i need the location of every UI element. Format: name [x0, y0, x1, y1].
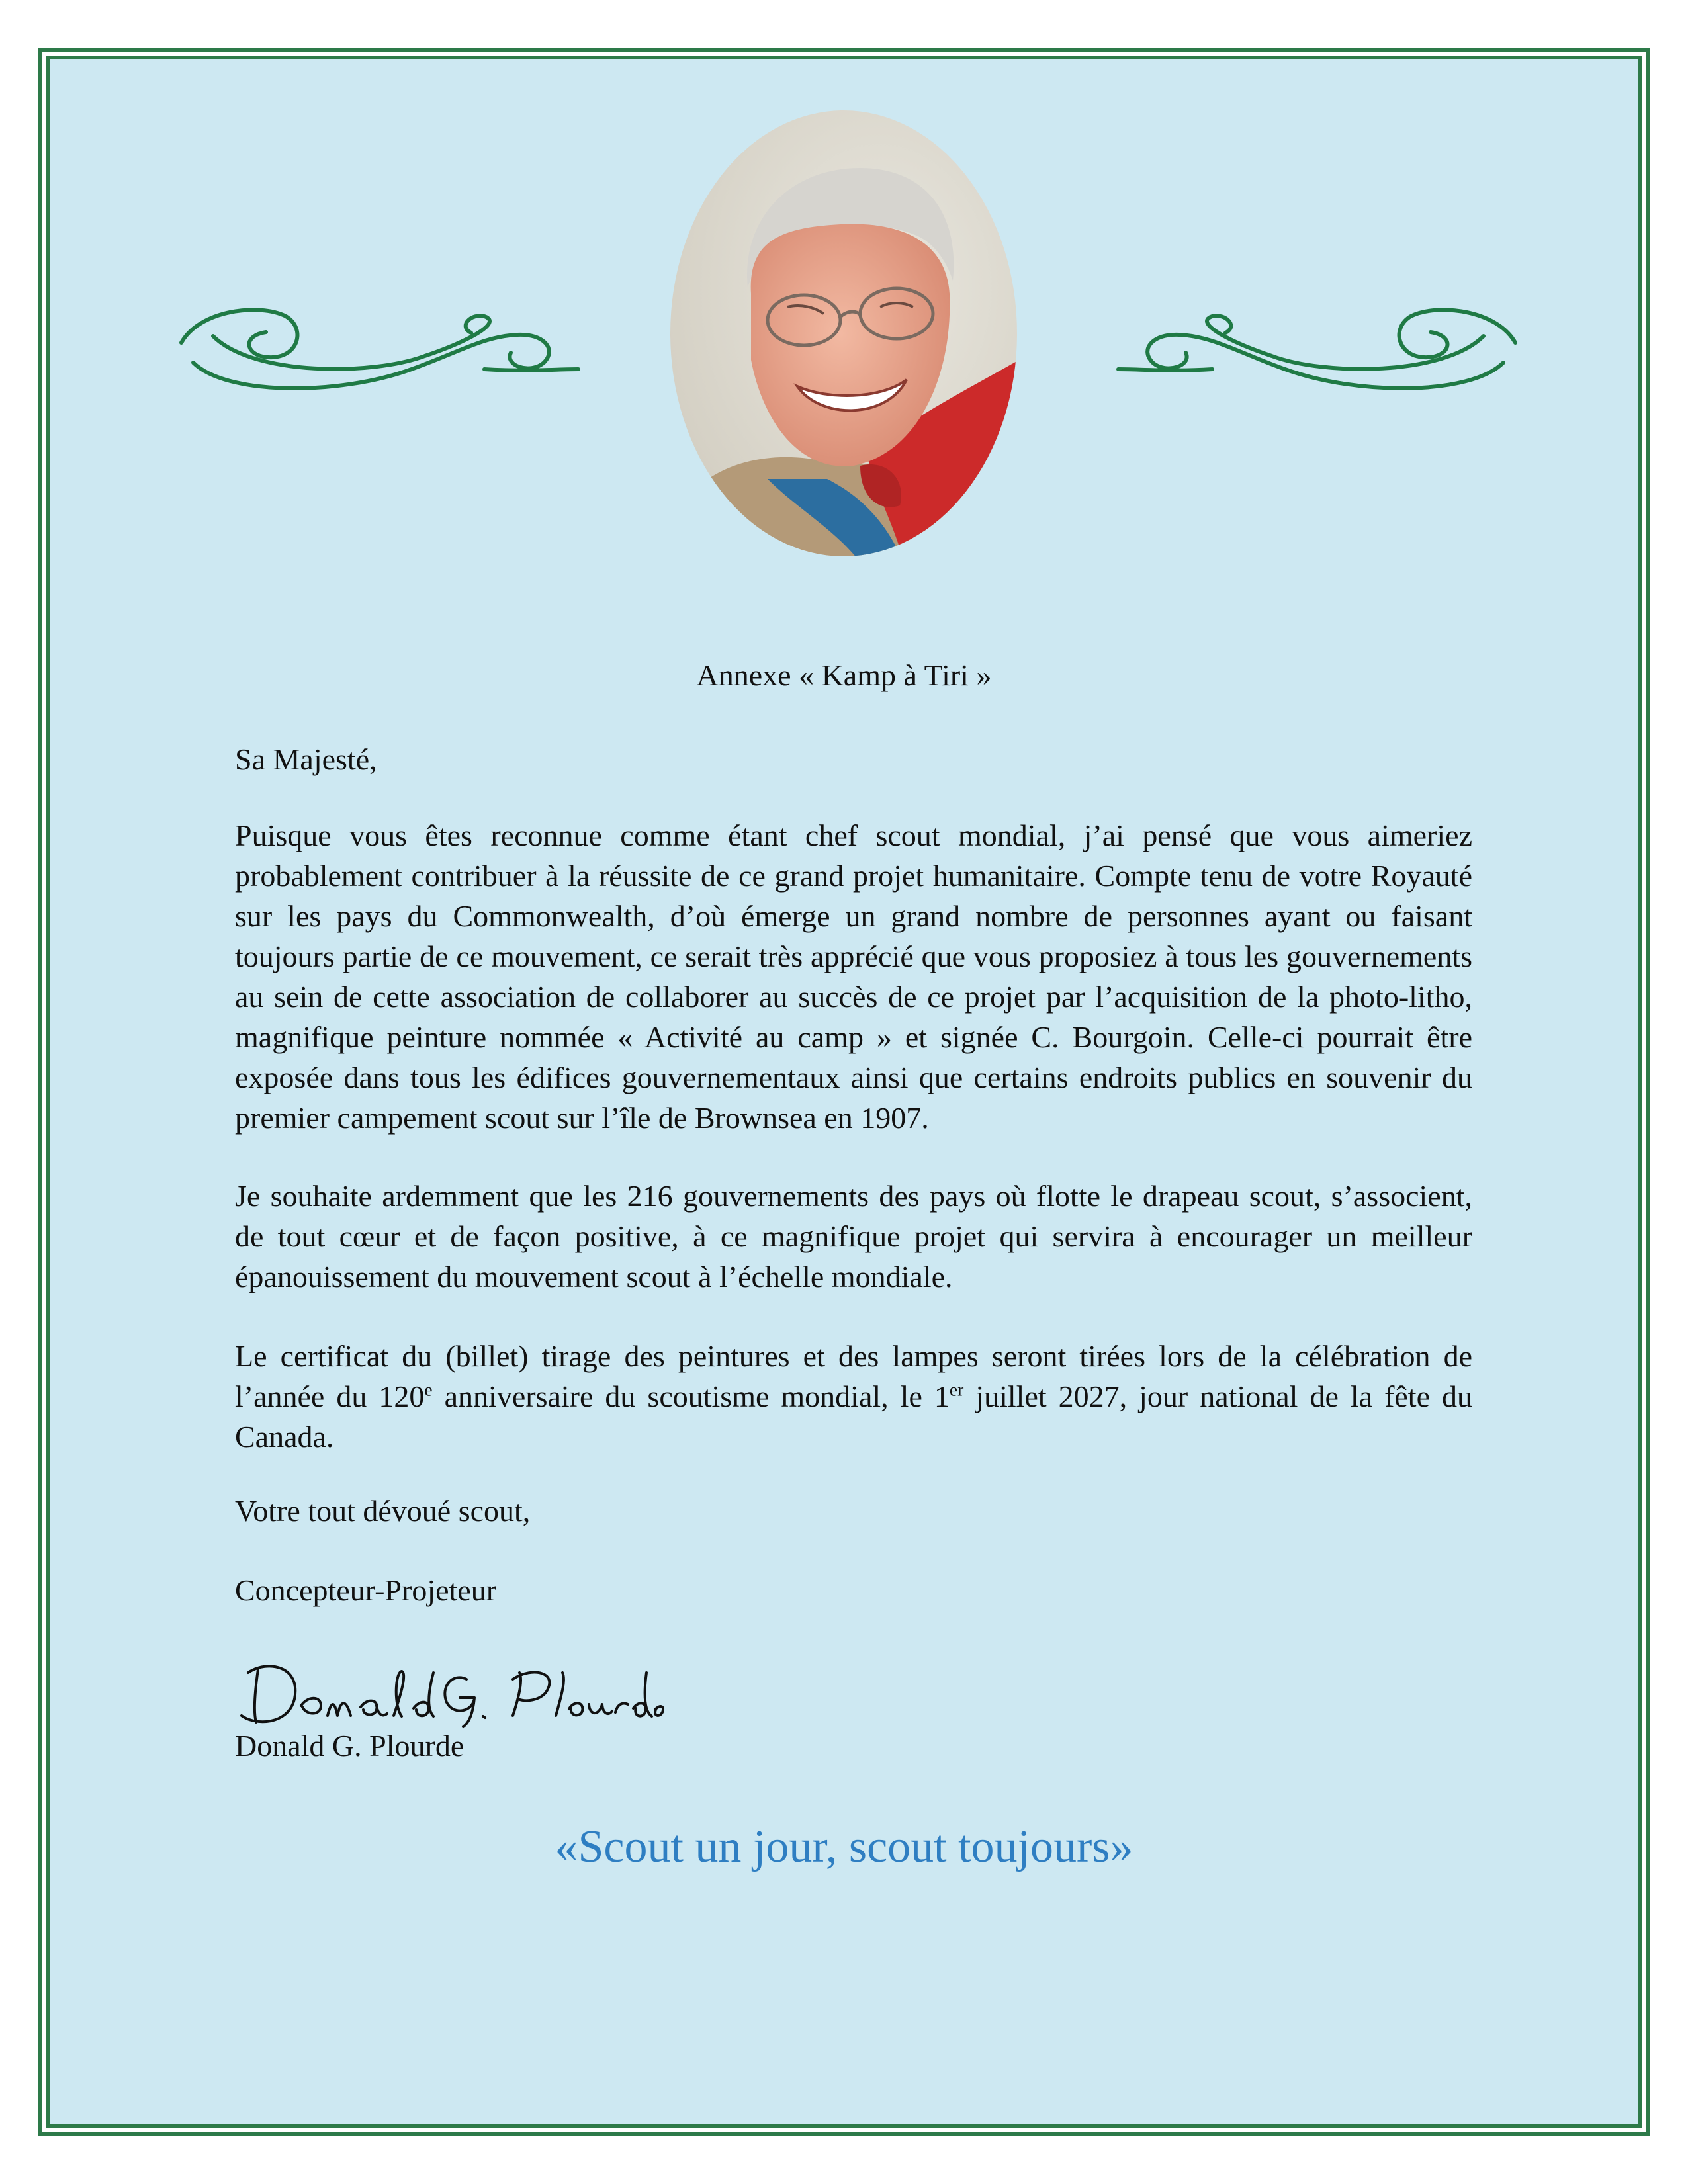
paragraph-draw-date-part-2: anniversaire du scoutisme mondial, le 1 [432, 1379, 950, 1413]
closing-line: Votre tout dévoué scout, [235, 1494, 531, 1528]
signer-name: Donald G. Plourde [235, 1729, 465, 1763]
scroll-flourish-right-icon [1113, 296, 1523, 409]
handwritten-signature [228, 1653, 665, 1732]
ordinal-suffix-e: e [424, 1379, 433, 1400]
salutation: Sa Majesté, [235, 742, 377, 776]
portrait-photo [668, 109, 1019, 558]
paragraph-draw-date-part-3: juillet 2027, jour national de la fête du Canada. [235, 1379, 1473, 1454]
letter-heading: Annexe « Kamp à Tiri » [696, 658, 992, 692]
paragraph-draw-date [235, 1336, 1472, 1457]
scroll-flourish-left-icon [173, 296, 584, 409]
scout-motto: «Scout un jour, scout toujours» [555, 1821, 1133, 1872]
paragraph-request: Puisque vous êtes reconnue comme étant chef scout mondial, j’ai pensé que vous aimeriez probablement contribuer à la réussite de ce grand projet humanitaire. Compte tenu de votre Royauté sur les pays du Commonwealth, d’où émerge un grand nombre de personnes ayant ou faisant toujours partie de ce mouvement, ce serait très apprécié que vous proposiez à tous les gouvernements au sein de cette association de collaborer au succès de ce projet par l’acquisition de la photo-litho, magnifique peinture nommée « Activité au camp » et signée C. Bourgoin. Celle-ci pourrait être exposée dans tous les édifices gouvernementaux ainsi que certains endroits publics en souvenir du premier campement scout sur l’île de Brownsea en 1907. [235, 818, 1472, 1135]
ordinal-suffix-er: er [949, 1379, 964, 1400]
signer-role: Concepteur-Projeteur [235, 1573, 497, 1607]
paragraph-draw-date-part-1: Le certificat du (billet) tirage des peintures et des lampes seront tirées lors de la célébration de l’année du 120 [235, 1339, 1472, 1413]
paragraph-wish: Je souhaite ardemment que les 216 gouvernements des pays où flotte le drapeau scout, s’associent, de tout cœur et de façon positive, à ce magnifique projet qui servira à encourager un meilleur épanouissement du mouvement scout à l’échelle mondiale. [235, 1179, 1472, 1293]
